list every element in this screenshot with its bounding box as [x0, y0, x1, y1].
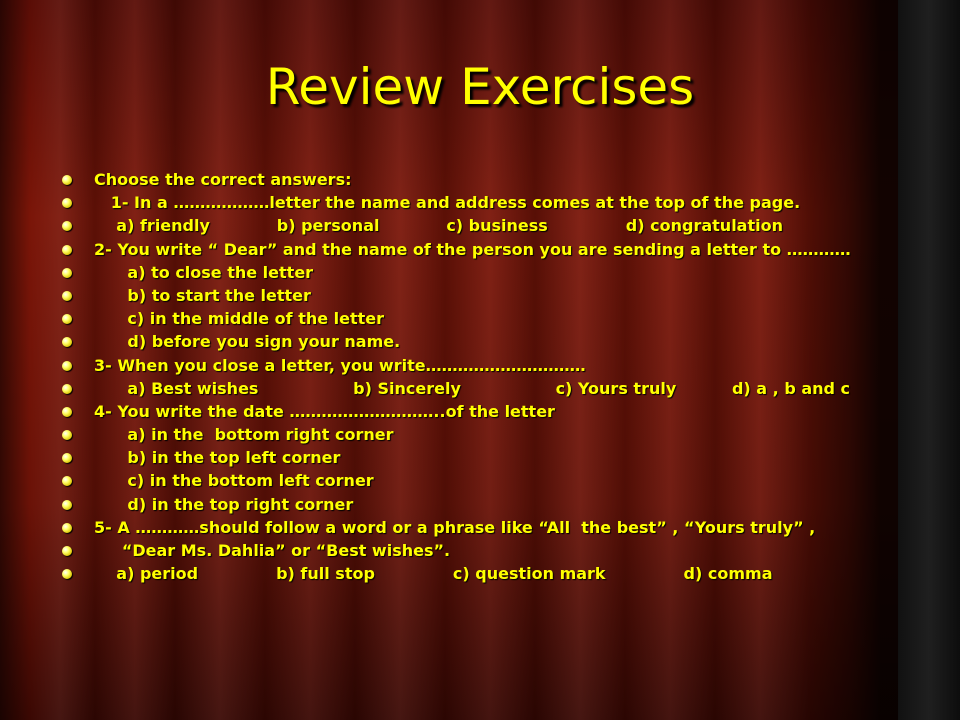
list-item: [60, 261, 880, 284]
bullet-icon: [62, 337, 72, 347]
item-text: 2- You write “ Dear” and the name of the person you are sending a letter to …………: [94, 239, 851, 259]
item-text: 5- A …………should follow a word or a phrase like “All the best” , “Yours truly” ,: [94, 517, 816, 537]
item-text: a) friendly b) personal c) business d) congratulation: [94, 216, 783, 236]
exercise-list: [60, 168, 880, 585]
bullet-icon: [62, 268, 72, 278]
list-item: [60, 516, 880, 539]
item-text: a) period b) full stop c) question mark d) comma: [94, 564, 773, 584]
item-text: a) to close the letter: [94, 262, 314, 282]
bullet-icon: [62, 221, 72, 231]
item-text: c) in the bottom left corner: [94, 471, 374, 491]
list-item: [60, 168, 880, 191]
bullet-icon: [62, 453, 72, 463]
list-item: [60, 469, 880, 492]
item-text: 3- When you close a letter, you write…………………………: [94, 355, 586, 375]
list-item: [60, 562, 880, 585]
list-item: [60, 493, 880, 516]
bullet-icon: [62, 175, 72, 185]
list-item: [60, 377, 880, 400]
list-item: [60, 354, 880, 377]
list-item: [60, 284, 880, 307]
list-item: [60, 423, 880, 446]
bullet-icon: [62, 245, 72, 255]
item-text: c) in the middle of the letter: [94, 309, 385, 329]
bullet-icon: [62, 430, 72, 440]
bullet-icon: [62, 523, 72, 533]
bullet-icon: [62, 569, 72, 579]
item-text: d) before you sign your name.: [94, 332, 401, 352]
item-text: b) in the top left corner: [94, 448, 341, 468]
item-text: d) in the top right corner: [94, 494, 354, 514]
bullet-icon: [62, 291, 72, 301]
list-item: [60, 238, 880, 261]
list-item: [60, 446, 880, 469]
list-item: [60, 214, 880, 237]
slide-title: Review Exercises: [265, 58, 695, 116]
bullet-icon: [62, 407, 72, 417]
list-item: [60, 400, 880, 423]
bullet-icon: [62, 546, 72, 556]
list-item: [60, 307, 880, 330]
item-text: a) in the bottom right corner: [94, 425, 394, 445]
list-item: [60, 330, 880, 353]
item-text: 4- You write the date ………………………..of the letter: [94, 401, 555, 421]
item-text: “Dear Ms. Dahlia” or “Best wishes”.: [94, 541, 451, 560]
bullet-icon: [62, 476, 72, 486]
bullet-icon: [62, 198, 72, 208]
bullet-icon: [62, 384, 72, 394]
item-text: a) Best wishes b) Sincerely c) Yours truly d) a , b and c: [94, 378, 851, 398]
bullet-icon: [62, 361, 72, 371]
bullet-icon: [62, 314, 72, 324]
item-text: b) to start the letter: [94, 285, 311, 305]
item-text: Choose the correct answers:: [94, 170, 352, 189]
bullet-icon: [62, 500, 72, 510]
list-item: [60, 191, 880, 214]
item-text: 1- In a ………………letter the name and address comes at the top of the page.: [94, 193, 801, 213]
list-item: [60, 539, 880, 562]
